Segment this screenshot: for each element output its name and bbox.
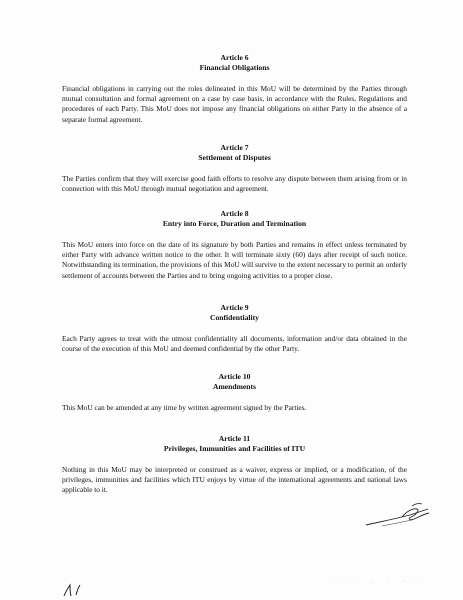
article-number: Article 11 <box>218 434 251 443</box>
article-number: Article 7 <box>220 143 249 152</box>
article-title: Privileges, Immunities and Facilities of ITU <box>163 444 306 453</box>
article-title: Financial Obligations <box>199 63 270 72</box>
scan-noise <box>330 577 420 585</box>
article-number: Article 9 <box>220 303 249 312</box>
handwritten-initials <box>62 582 84 598</box>
article-body: This MoU enters into force on the date of its signature by both Parties and remains in effect unless terminated by either Party with advance written notice to the other. It will terminate sixty (60) days after receipt of such notice. Notwithstanding its termination, the provisions of this MoU will survive to the extent necessary to permit an orderly settlement of accounts between the Parties and to bring ongoing activities to a proper close. <box>62 240 407 280</box>
article-title: Settlement of Disputes <box>198 153 271 162</box>
article-body: This MoU can be amended at any time by written agreement signed by the Parties. <box>62 403 307 412</box>
article-title: Entry into Force, Duration and Termination <box>162 219 307 228</box>
article-body: Each Party agrees to treat with the utmost confidentiality all documents, information and/or data obtained in the course of the execution of this MoU and deemed confidential by the other Party. <box>62 334 407 354</box>
article-9 <box>62 303 407 362</box>
article-body: Financial obligations in carrying out the roles delineated in this MoU will be determined by the Parties through mutual consultation and formal agreement on a case by case basis, in accordance with the Rules, Regulations and procedures of each Party. This MoU does not impose any financial obligations on either Party in the absence of a separate formal agreement. <box>62 84 407 124</box>
article-7 <box>62 143 407 202</box>
article-body: Nothing in this MoU may be interpreted or construed as a waiver, express or implied, or a modification, of the privileges, immunities and facilities which ITU enjoys by virtue of the international agreements and national laws applicable to it. <box>62 465 407 495</box>
handwritten-signature <box>362 500 432 530</box>
article-number: Article 8 <box>220 209 249 218</box>
article-title: Amendments <box>212 382 257 391</box>
article-body: The Parties confirm that they will exercise good faith efforts to resolve any dispute between them arising from or in connection with this MoU through mutual negotiation and agreement. <box>62 174 407 194</box>
article-6 <box>62 53 407 132</box>
article-number: Article 6 <box>220 53 249 62</box>
article-10 <box>62 372 407 421</box>
article-title: Confidentiality <box>210 313 259 322</box>
article-number: Article 10 <box>218 372 251 381</box>
article-11 <box>62 434 407 503</box>
article-8 <box>62 209 407 288</box>
